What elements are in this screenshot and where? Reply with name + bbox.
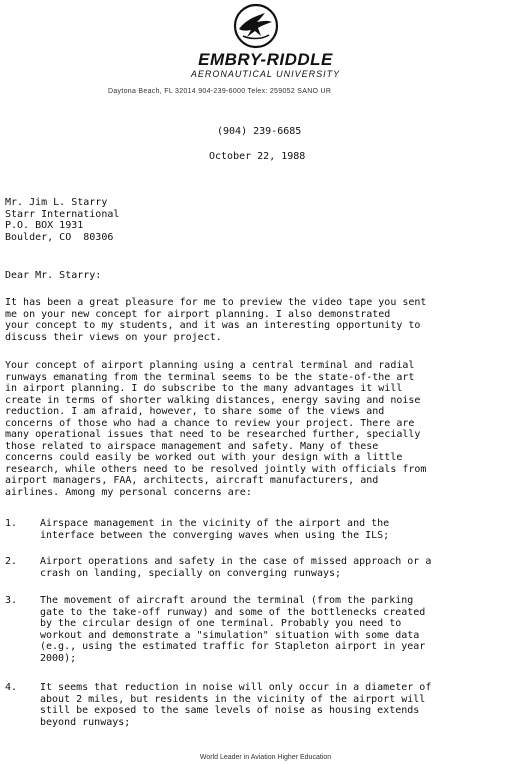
salutation: Dear Mr. Starry: [5, 270, 102, 281]
body-paragraph [5, 297, 527, 343]
eagle-globe-seal-icon [231, 3, 281, 49]
university-name: EMBRY-RIDDLE [198, 50, 333, 69]
concern-line: gate to the take-off runway) and some of the bottlenecks created [40, 606, 426, 618]
concern-line: 2000); [40, 652, 77, 664]
letter-date: October 22, 1988 [209, 151, 306, 162]
concern-line: interface between the converging waves when using the ILS; [40, 529, 390, 541]
university-logo [231, 3, 281, 49]
paragraph-line: reduction. I am afraid, however, to share some of the views and [5, 406, 385, 417]
body-paragraph [5, 360, 527, 498]
university-subtitle: AERONAUTICAL UNIVERSITY [190, 69, 341, 79]
recipient-line: Boulder, CO 80306 [5, 231, 114, 243]
concern-line: The movement of aircraft around the terminal (from the parking [40, 595, 414, 606]
paragraph-line: discuss their views on your project. [5, 331, 222, 343]
concern-line: (e.g., using the estimated traffic for Stapleton airport in year [40, 641, 426, 652]
recipient-address [5, 197, 119, 243]
concern-number: 1. [5, 518, 18, 529]
concern-text [40, 518, 527, 541]
paragraph-line: airlines. Among my personal concerns are: [5, 486, 252, 498]
recipient-line: Starr International [5, 208, 120, 220]
paragraph-line: create in terms of shorter walking distances, energy saving and noise [5, 394, 421, 406]
concern-text [40, 682, 527, 728]
concern-number: 4. [5, 682, 18, 693]
concern-line: by the circular design of one terminal. Probably you need to [40, 618, 402, 629]
concern-text [40, 595, 527, 664]
concern-line: crash on landing, specially on converging runways; [40, 567, 342, 579]
concern-line: Airport operations and safety in the case of missed approach or a [40, 556, 432, 567]
letterhead-address: Daytona Beach, FL 32014 904-239-6000 Telex: 259052 SANO UR [108, 88, 332, 95]
paragraph-line: research, while others need to be resolved jointly with officials from [5, 463, 427, 475]
concern-line: still be exposed to the same levels of noise as housing extends [40, 705, 420, 716]
paragraph-line: runways emanating from the terminal seems to be the state-of-the art [5, 371, 415, 383]
paragraph-line: in airport planning. I do subscribe to the many advantages it will [5, 383, 403, 394]
concern-line: about 2 miles, but residents in the vicinity of the airport will [40, 693, 426, 705]
concern-text [40, 556, 527, 579]
paragraph-line: many operational issues that need to be researched further, specially [5, 429, 421, 440]
recipient-line: P.O. BOX 1931 [5, 220, 84, 231]
concern-line: It seems that reduction in noise will only occur in a diameter of [40, 682, 432, 693]
paragraph-line: It has been a great pleasure for me to preview the video tape you sent [5, 297, 427, 308]
concern-line: workout and demonstrate a "simulation" situation with some data [40, 629, 420, 641]
phone-number: (904) 239-6685 [217, 126, 302, 137]
concern-number: 2. [5, 556, 18, 567]
paragraph-line: those related to airspace management and safety. Many of these [5, 440, 379, 452]
paragraph-line: your concept to my students, and it was an interesting opportunity to [5, 320, 421, 331]
paragraph-line: airport managers, FAA, architects, aircraft manufacturers, and [5, 475, 379, 486]
concern-line: beyond runways; [40, 716, 131, 728]
footer-tagline: World Leader in Aviation Higher Education [199, 754, 332, 761]
paragraph-line: me on your new concept for airport planning. I also demonstrated [5, 308, 391, 320]
paragraph-line: concerns could easily be worked out with your design with a little [5, 452, 403, 463]
concern-line: Airspace management in the vicinity of the airport and the [40, 518, 390, 529]
paragraph-line: concerns of those who had a chance to review your project. There are [5, 417, 415, 429]
recipient-line: Mr. Jim L. Starry [5, 197, 108, 208]
paragraph-line: Your concept of airport planning using a central terminal and radial [5, 360, 415, 371]
concern-number: 3. [5, 595, 18, 606]
